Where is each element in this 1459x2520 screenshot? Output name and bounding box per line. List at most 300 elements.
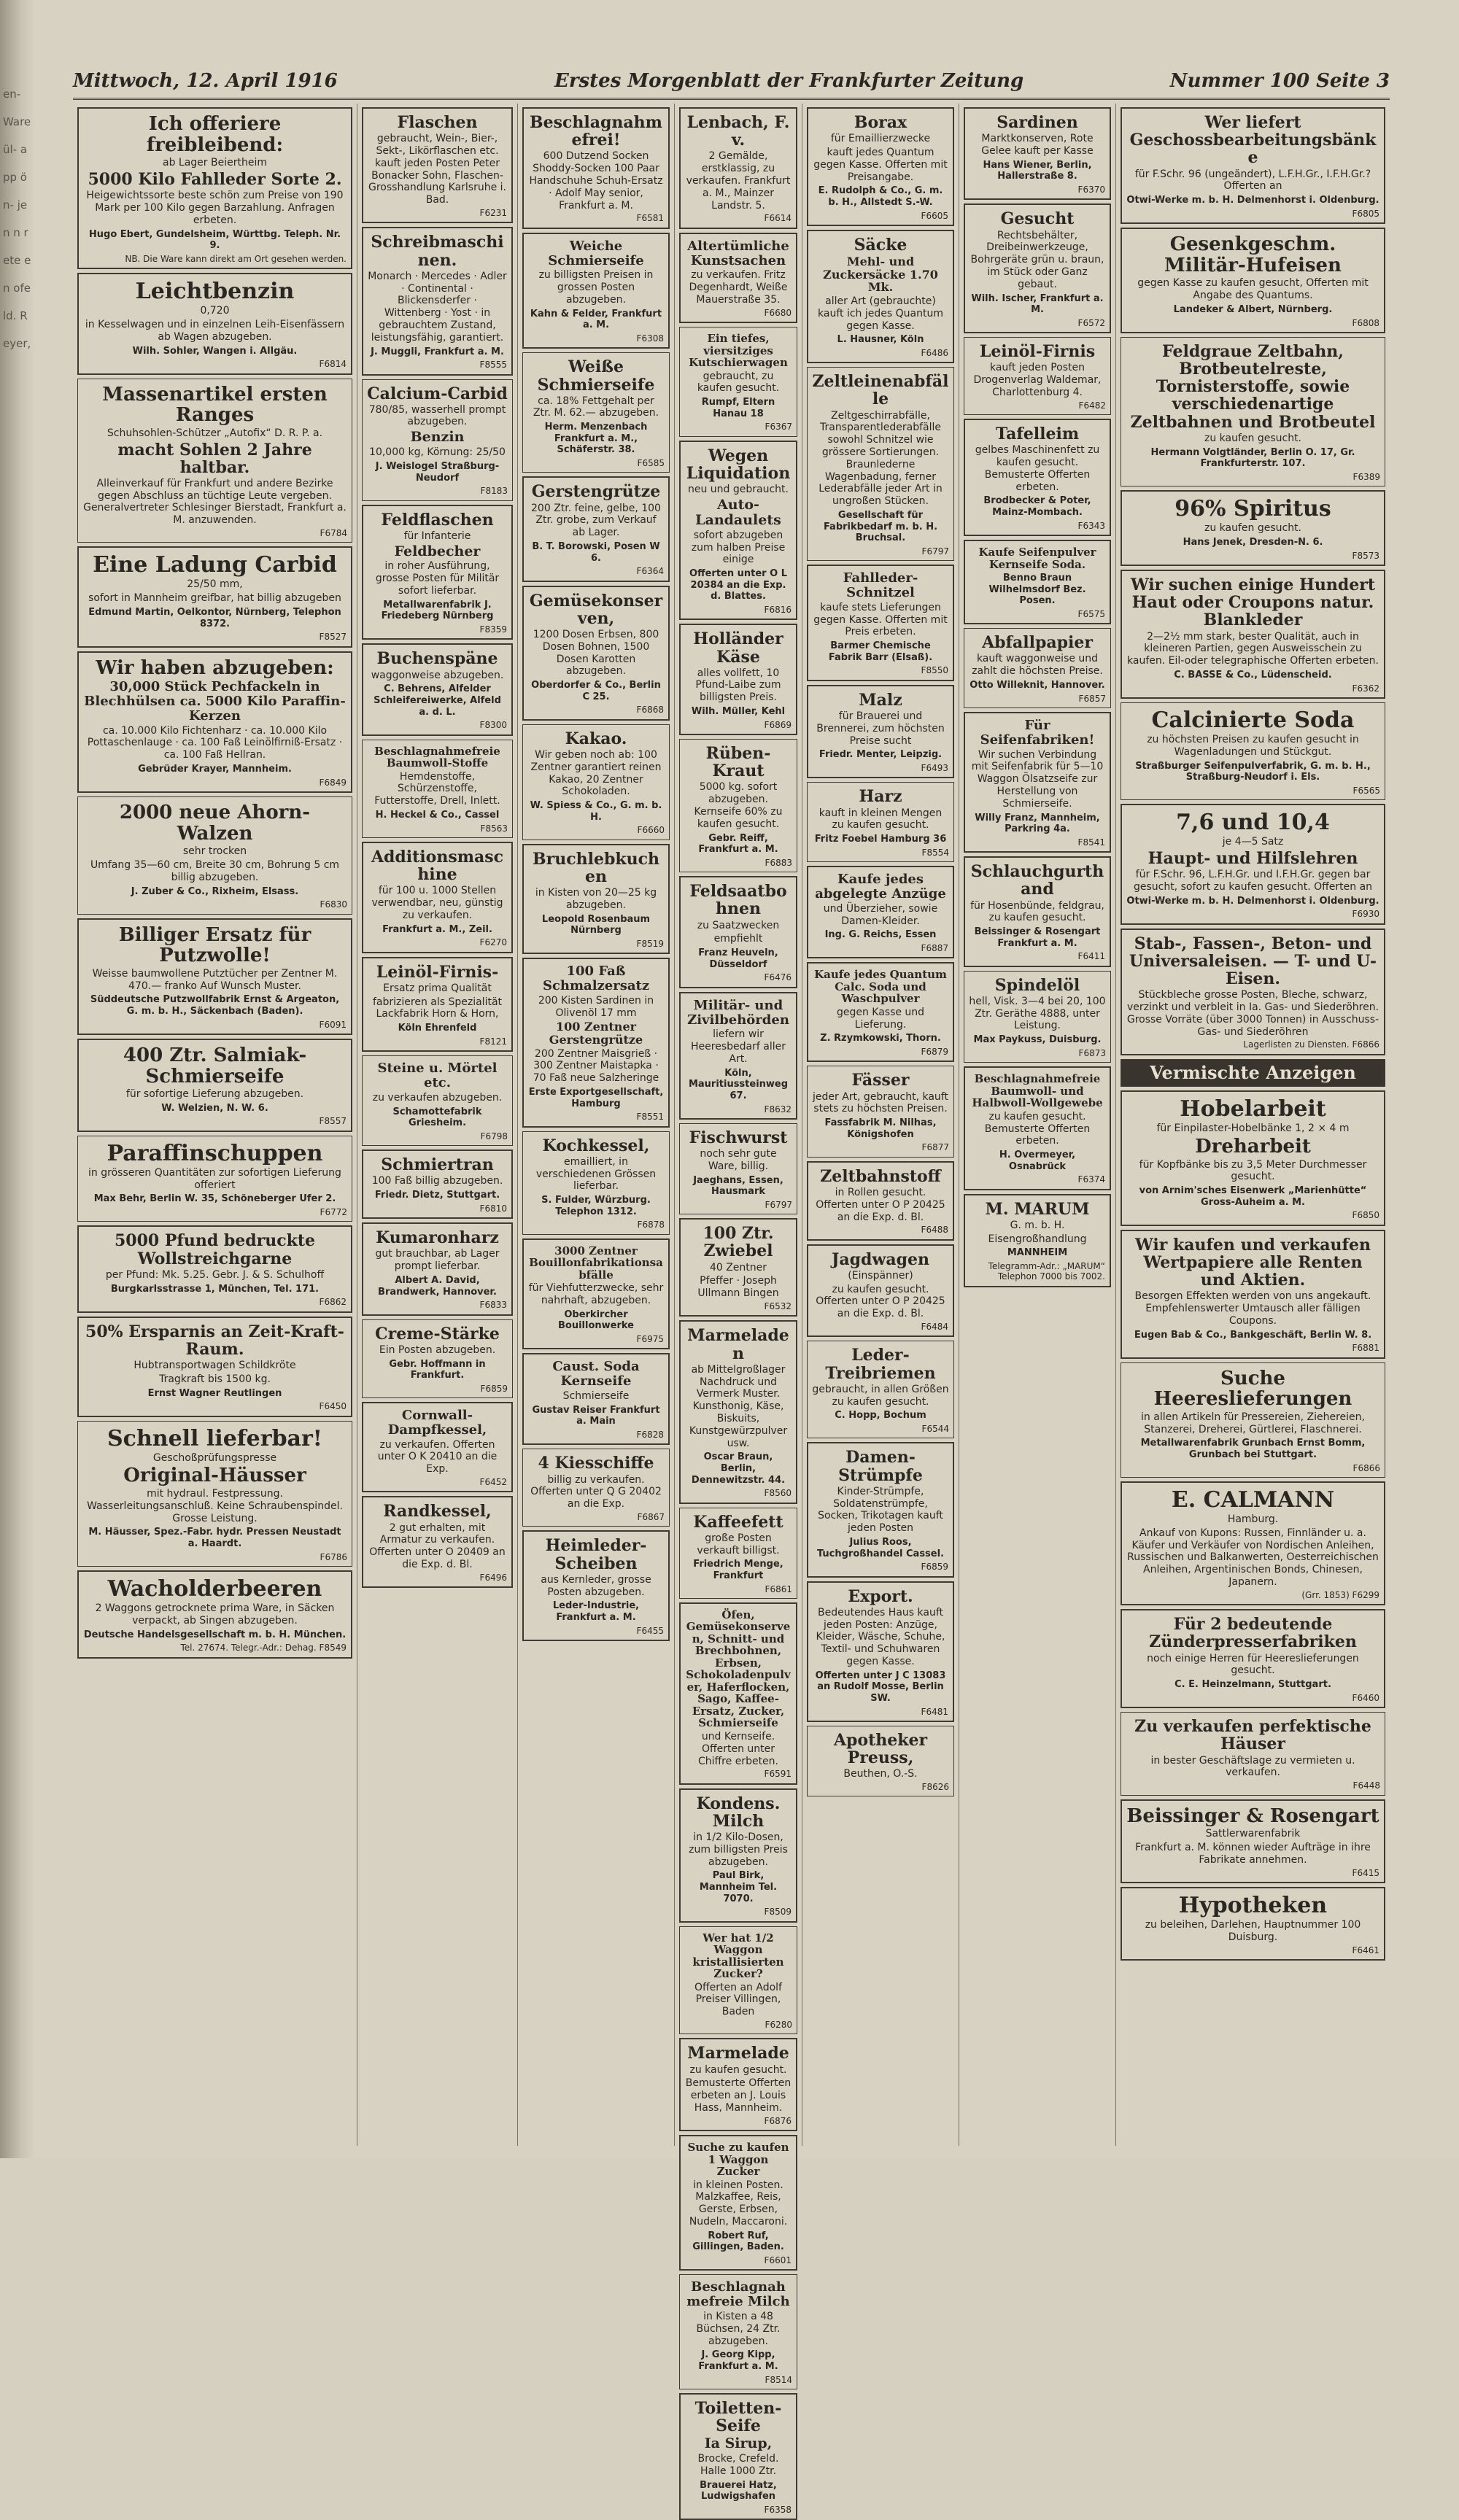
ad-headline: Damen-Strümpfe	[838, 1448, 923, 1485]
ad-reference-code: F6601	[764, 2255, 792, 2266]
advertisement	[1121, 490, 1385, 566]
advertisement	[679, 441, 797, 621]
ad-subline: 25/50 mm,	[187, 578, 243, 591]
ad-advertiser: Offerten unter J C 13083 an Rudolf Mosse, Berlin SW.	[815, 1670, 946, 1704]
ad-display-line: Dreharbeit	[1195, 1136, 1311, 1158]
ad-reference-code: Lagerlisten zu Diensten. F6866	[1243, 1039, 1379, 1050]
advertisement	[679, 233, 797, 323]
ad-body-text: zu kaufen gesucht. Offerten unter O P 20425 an die Exp. d. Bl.	[816, 1283, 945, 1320]
ad-advertiser: W. Welzien, N. W. 6.	[161, 1102, 268, 1114]
ad-body-text: Beuthen, O.-S.	[843, 1768, 918, 1780]
ad-reference-code: F6358	[764, 2505, 792, 2516]
advertisement	[362, 740, 513, 838]
ad-reference-code: F6374	[1077, 1174, 1105, 1185]
advertisement	[362, 957, 513, 1052]
ad-advertiser: Albert A. David, Brandwerk, Hannover.	[378, 1274, 497, 1298]
advertisement	[77, 1317, 352, 1417]
ad-reference-code: F6876	[764, 2115, 792, 2126]
ad-headline: Gesucht	[1000, 209, 1075, 229]
ad-headline: Für Seifenfabriken!	[980, 717, 1095, 748]
ad-body-text: waggonweise abzugeben.	[371, 669, 504, 681]
ad-advertiser: MANNHEIM	[1007, 1247, 1068, 1259]
advertisement	[964, 628, 1111, 708]
ad-body-text: ca. 10.000 Kilo Fichtenharz · ca. 10.000 Kilo Pottaschenlauge · ca. 100 Faß Leinölfirniß-Ersatz · ca. 100 Faß Hellran.	[87, 724, 343, 761]
ad-column-7	[1116, 104, 1390, 2146]
ad-reference-code: F6572	[1077, 317, 1105, 328]
ad-reference-code: F6866	[1352, 1462, 1380, 1473]
ad-body-text: Weisse baumwollene Putztücher per Zentner M. 470.— franko Auf Wunsch Muster.	[92, 967, 338, 992]
ad-advertiser: Fritz Foebel Hamburg 36	[814, 834, 947, 845]
ad-advertiser: C. BASSE & Co., Lüdenscheid.	[1174, 669, 1332, 681]
ad-advertiser: Erste Exportgesellschaft, Hamburg	[528, 1087, 664, 1109]
ad-body-text: Wir geben noch ab: 100 Zentner garantiert reinen Kakao, 20 Zentner Schokoladen.	[530, 748, 662, 798]
ad-advertiser: W. Spiess & Co., G. m. b. H.	[530, 800, 662, 823]
advertisement	[964, 107, 1111, 200]
ad-body-text: 200 Ztr. feine, gelbe, 100 Ztr. grobe, zum Verkauf ab Lager.	[531, 502, 661, 539]
ad-body-text: 2 Gemälde, erstklassig, zu verkaufen. Frankfurt a. M., Mainzer Landstr. 5.	[686, 150, 791, 212]
ad-advertiser: Wilh. Ischer, Frankfurt a. M.	[971, 292, 1104, 316]
ad-body-text: Besorgen Effekten werden von uns angekauft. Empfehlenswerter Umtausch aller fälligen Coupons.	[1134, 1290, 1371, 1327]
ad-reference-code: F6411	[1077, 951, 1105, 962]
ad-headline: Malz	[859, 690, 902, 710]
ad-subline: Schuhsohlen-Schützer „Autofix“ D. R. P. a.	[107, 427, 323, 439]
ad-advertiser: Otto Willeknit, Hannover.	[970, 679, 1105, 691]
ad-reference-code: Tel. 27674. Telegr.-Adr.: Dehag. F8549	[180, 1643, 347, 1653]
ad-reference-code: F8509	[764, 1907, 792, 1918]
ad-subline: zu Saatzwecken	[697, 919, 780, 931]
ad-headline: Schmiertran	[381, 1155, 494, 1175]
ad-reference-code: F6833	[479, 1300, 507, 1311]
ad-reference-code: F6879	[921, 1046, 948, 1057]
advertisement	[964, 971, 1111, 1063]
ad-advertiser: Brauerei Hatz, Ludwigshafen	[700, 2479, 777, 2502]
ad-body-text: sofort abzugeben zum halben Preise einige	[691, 529, 786, 566]
ad-advertiser: J. Georg Kipp, Frankfurt a. M.	[698, 2349, 778, 2373]
ad-body-text: Bemusterte Offerten erbeten an J. Louis Hass, Mannheim.	[685, 2077, 792, 2114]
ad-subline: für Infanterie	[403, 530, 471, 542]
ad-body-text: zu höchsten Preisen zu kaufen gesucht in Wagenladungen und Stückgut.	[1147, 733, 1359, 758]
ad-advertiser: H. Overmeyer, Osnabrück	[999, 1149, 1076, 1172]
ad-reference-code: F6581	[636, 213, 664, 224]
ad-column-6	[959, 104, 1116, 2146]
ad-body-text: zu verkaufen abzugeben.	[372, 1091, 503, 1104]
ad-advertiser: Paul Birk, Mannheim Tel. 7070.	[699, 1870, 778, 1904]
ad-body-text: Monarch · Mercedes · Adler · Continental · Blickensderfer · Wittenberg · Yost · in gebrauchtem Zustand, leistungsfähig, garantiert.	[368, 270, 507, 344]
ad-body-text: zu verkaufen. Offerten unter O K 20410 an die Exp.	[377, 1438, 498, 1476]
ad-body-text: Hemdenstoffe, Schürzenstoffe, Futterstoffe, Drell, Inlett.	[374, 770, 500, 807]
ad-body-text: zu billigsten Preisen in grossen Posten abzugeben.	[538, 269, 654, 306]
ad-headline: Tafelleim	[995, 424, 1080, 444]
advertisement	[964, 540, 1111, 624]
ad-reference-code: F6930	[1352, 909, 1379, 920]
ad-reference-code: F8563	[480, 823, 508, 834]
advertisement	[522, 586, 670, 721]
ad-reference-code: F6975	[636, 1334, 664, 1345]
ad-headline: Militär- und Zivilbehörden	[687, 997, 789, 1028]
ad-body-text: in Kesselwagen und in einzelnen Leih-Eisenfässern ab Wagen abzugeben.	[85, 318, 345, 343]
ad-reference-code: F6680	[764, 307, 792, 318]
ad-subline: G. m. b. H.	[1010, 1219, 1065, 1231]
ad-advertiser: Süddeutsche Putzwollfabrik Ernst & Argeaton, G. m. b. H., Säckenbach (Baden).	[90, 994, 340, 1017]
ad-advertiser: Robert Ruf, Gillingen, Baden.	[692, 2230, 784, 2253]
ad-body-text: in Rollen gesucht. Offerten unter O P 20425 an die Exp. d. Bl.	[816, 1186, 945, 1223]
ad-advertiser: Gebr. Reiff, Frankfurt a. M.	[698, 832, 778, 856]
ad-reference-code: F6614	[764, 213, 792, 224]
ad-body-text: gegen Kasse und Lieferung.	[836, 1006, 925, 1031]
advertisement	[522, 844, 670, 955]
ad-headline: Weiße Schmierseife	[537, 357, 655, 395]
ad-body-text: Zeltgeschirrabfälle, Transparentlederabfälle sowohl Schnitzel wie grössere Sortierungen. Braunlederne Wagenbadung, ferner Lederabfälle jeder Art in ungroßen Stücken.	[818, 409, 943, 508]
ad-subline: Hubtransportwagen Schildkröte	[133, 1359, 296, 1371]
ad-subline: für Einpilaster-Hobelbänke 1, 2 × 4 m	[1156, 1123, 1350, 1135]
ad-headline: Altertümliche Kunstsachen	[687, 238, 789, 268]
advertisement	[679, 1320, 797, 1503]
ad-reference-code: F6861	[765, 1583, 792, 1594]
ad-headline: Toiletten-Seife	[694, 2399, 782, 2436]
ad-headline: Schreibmaschinen.	[371, 233, 504, 270]
ad-headline: Feldgraue Zeltbahn, Brotbeutelreste, Tornisterstoffe, sowie verschiedenartige Zeltbahnen und Brotbeutel	[1130, 341, 1376, 432]
ad-reference-code: F6850	[1352, 1210, 1379, 1221]
advertisement	[362, 1055, 513, 1146]
ad-body-text: noch sehr gute Ware, billig.	[700, 1148, 777, 1172]
advertisement	[522, 1131, 670, 1235]
ad-body-text: in allen Artikeln für Pressereien, Ziehereien, Stanzerei, Dreherei, Gürtlerei, Flaschnerei.	[1141, 1411, 1365, 1435]
ad-reference-code: F6389	[1352, 471, 1380, 482]
ad-reference-code: F6810	[479, 1203, 507, 1214]
ad-advertiser: E. Rudolph & Co., G. m. b. H., Allstedt S.-W.	[818, 185, 943, 208]
masthead	[73, 69, 1390, 100]
ad-reference-code: F8527	[319, 632, 347, 643]
ad-headline: 3000 Zentner Bouillonfabrikationsabfälle	[529, 1244, 663, 1282]
ad-headline: Schlauchgurthand	[970, 862, 1104, 899]
masthead-date: Mittwoch, 12. April 1916	[73, 70, 338, 92]
ad-advertiser: Fassfabrik M. Nilhas, Königshofen	[824, 1117, 937, 1140]
ad-headline: Weiche Schmierseife	[548, 238, 644, 268]
ad-body-text: 600 Dutzend Socken Shoddy-Socken 100 Paar Handschuhe Schuh-Ersatz · Adolf May senior, Frankfurt a. M.	[529, 150, 663, 212]
ad-reference-code: F8632	[764, 1104, 792, 1114]
ad-headline: Beschlagnahmefrei!	[530, 113, 662, 150]
advertisement	[362, 505, 513, 640]
ad-reference-code: F6867	[637, 1511, 665, 1522]
ad-subline: ab Lager Beiertheim	[163, 157, 267, 169]
ad-body-text: gut brauchbar, ab Lager prompt lieferbar.	[375, 1248, 500, 1273]
ad-reference-code: F6857	[1078, 693, 1106, 704]
ad-reference-code: F6798	[480, 1131, 508, 1141]
ad-reference-code: F6364	[636, 566, 664, 577]
advertisement	[77, 273, 352, 374]
advertisement	[964, 419, 1111, 536]
ad-headline: Lenbach, F. v.	[686, 113, 790, 150]
ad-advertiser: Ernst Wagner Reutlingen	[147, 1387, 282, 1399]
ad-headline: Stab-, Fassen-, Beton- und Universaleisen. — T- und U-Eisen.	[1129, 934, 1377, 989]
ad-body-text: ca. 18% Fettgehalt per Ztr. M. 62.— abzugeben.	[533, 395, 659, 419]
ad-headline: Leichtbenzin	[135, 279, 295, 305]
ad-display-line: 5000 Kilo Fahlleder Sorte 2.	[88, 169, 342, 189]
advertisement	[362, 379, 513, 501]
ad-headline: Sardinen	[996, 113, 1078, 132]
ad-body-text: Eisengroßhandlung	[988, 1233, 1087, 1245]
ad-advertiser: M. Häusser, Spez.-Fabr. hydr. Pressen Neustadt a. Haardt.	[88, 1527, 341, 1549]
ad-subline: Sattlerwarenfabrik	[1205, 1828, 1301, 1840]
ad-advertiser: Köln Ehrenfeld	[398, 1023, 477, 1034]
ad-advertiser: J. Weislogel Straßburg-Neudorf	[375, 460, 500, 484]
advertisement	[1121, 337, 1385, 486]
ad-reference-code: F6859	[480, 1383, 508, 1394]
advertisement	[1121, 1887, 1385, 1961]
ad-headline: Öfen, Gemüsekonserven, Schnitt- und Brechbohnen, Erbsen, Schokoladenpulver, Haferflocken, Sago, Kaffee-Ersatz, Zucker, Schmierseife	[686, 1608, 791, 1730]
ad-advertiser: Offerten unter O L 20384 an die Exp. d. Blattes.	[689, 568, 787, 602]
advertisement	[77, 796, 352, 915]
ad-body-text: Ein Posten abzugeben.	[379, 1344, 496, 1356]
ad-reference-code: F6486	[921, 347, 948, 358]
ad-headline: Abfallpapier	[982, 633, 1093, 653]
ad-advertiser: B. T. Borowski, Posen W 6.	[532, 541, 660, 564]
ad-headline: Kakao.	[565, 729, 627, 748]
advertisement	[964, 1194, 1111, 1287]
ad-reference-code: F6493	[921, 762, 948, 773]
ad-headline: Ein tiefes, viersitziges Kutschierwagen	[689, 332, 788, 370]
ad-reference-code: F6862	[319, 1297, 347, 1308]
ad-headline: 50% Ersparnis an Zeit-Kraft-Raum.	[85, 1322, 344, 1359]
ad-reference-code: F8541	[1077, 837, 1105, 848]
advertisement	[679, 1123, 797, 1214]
advertisement	[362, 1319, 513, 1399]
ad-body-text: Stückbleche grosse Posten, Bleche, schwarz, verzinkt und verbleit in Ia. Gas- und Siederöhren. Grosse Vorräte (über 3000 Tonnen) in Ausschuss-Gas- und Siederöhren	[1126, 989, 1379, 1038]
ad-headline: Harz	[859, 787, 902, 807]
ad-advertiser: Hans Jenek, Dresden-N. 6.	[1183, 537, 1323, 548]
ad-advertiser: Max Paykuss, Duisburg.	[973, 1034, 1102, 1046]
ad-advertiser: Beissinger & Rosengart Frankfurt a. M.	[974, 926, 1101, 949]
ad-advertiser: C. Behrens, Alfelder Schleifereiwerke, Alfeld a. d. L.	[374, 683, 501, 718]
ad-headline: Hypotheken	[1178, 1892, 1328, 1918]
masthead-page-number: Nummer 100 Seite 3	[1169, 70, 1390, 92]
ad-display-line: 30,000 Stück Pechfackeln in Blechhülsen ca. 5000 Kilo Paraffin-Kerzen	[84, 679, 346, 724]
ad-reference-code: F6343	[1077, 520, 1105, 531]
ad-headline: Beschlagnahmefreie Milch	[686, 2279, 790, 2310]
ad-body-text: ab Mittelgroßlager Nachdruck und Vermerk Muster. Kunsthonig, Käse, Biskuits, Kunstgewürzpulver usw.	[689, 1363, 788, 1449]
ad-body-text: 2—2½ mm stark, bester Qualität, auch in kleineren Partien, gegen Ausweisschein zu kaufen. Eil-oder telegraphische Offerten erbeten.	[1127, 630, 1379, 667]
ad-headline: Fahlleder-Schnitzel	[843, 570, 918, 601]
ad-reference-code: F8555	[479, 360, 507, 371]
ad-reference-code: F6660	[637, 825, 665, 836]
ad-headline: E. CALMANN	[1171, 1487, 1335, 1513]
advertisement	[362, 227, 513, 375]
advertisement	[362, 842, 513, 953]
ad-headline: Borax	[854, 113, 907, 132]
ad-advertiser: Julius Roos, Tuchgroßhandel Cassel.	[816, 1536, 945, 1559]
ad-headline: Kaufe jedes Quantum Calc. Soda und Waschpulver	[814, 968, 947, 1006]
ad-reference-code: (Grr. 1853) F6299	[1301, 1589, 1379, 1600]
ad-reference-code: F6532	[764, 1301, 792, 1312]
ad-reference-code: F6496	[479, 1572, 507, 1583]
ad-reference-code: F6460	[1352, 1692, 1379, 1703]
ad-reference-code: NB. Die Ware kann direkt am Ort gesehen werden.	[125, 253, 347, 264]
ad-headline: Leinöl-Firnis-	[376, 962, 499, 982]
ad-reference-code: F8121	[479, 1036, 507, 1047]
ad-reference-code: F6575	[1077, 608, 1105, 619]
ad-reference-code: F6481	[921, 1706, 948, 1717]
ad-reference-code: F6878	[637, 1220, 665, 1230]
ad-reference-code: F6415	[1352, 1867, 1379, 1878]
ad-headline: 5000 Pfund bedruckte Wollstreichgarne	[114, 1231, 316, 1268]
ad-headline: Kondens. Milch	[696, 1794, 781, 1831]
advertisement	[522, 476, 670, 581]
ad-headline: 400 Ztr. Salmiak-Schmierseife	[123, 1044, 307, 1088]
ad-reference-code: F6455	[636, 1625, 664, 1636]
ad-advertiser: Metallwarenfabrik Grunbach Ernst Bomm, Grunbach bei Stuttgart.	[1140, 1438, 1366, 1461]
ad-advertiser: Friedr. Menter, Leipzig.	[818, 749, 943, 761]
ad-advertiser: Franz Heuveln, Düsseldorf	[698, 947, 778, 970]
ad-reference-code: F8554	[921, 847, 949, 858]
ad-reference-code: F6231	[479, 207, 507, 218]
ad-advertiser: Max Behr, Berlin W. 35, Schöneberger Ufer 2.	[93, 1193, 336, 1205]
ad-reference-code: F6270	[479, 937, 507, 948]
ad-body-text: Marktkonserven, Rote Gelee kauft per Kasse	[981, 133, 1094, 157]
advertisement	[77, 546, 352, 647]
ad-reference-code: F8573	[1352, 550, 1379, 561]
ad-reference-code: F6367	[765, 422, 792, 433]
ad-advertiser: von Arnim'sches Eisenwerk „Marienhütte“ Gross-Auheim a. M.	[1139, 1185, 1367, 1208]
ad-body-text: zu kaufen gesucht.	[1204, 432, 1302, 444]
ad-column-2	[357, 104, 518, 2146]
ad-advertiser: J. Zuber & Co., Rixheim, Elsass.	[131, 885, 299, 897]
ad-reference-code: F6868	[636, 705, 664, 716]
ad-advertiser: H. Heckel & Co., Cassel	[375, 809, 500, 821]
ad-headline: Kumaronharz	[376, 1228, 499, 1248]
ad-reference-code: F6883	[765, 857, 792, 868]
advertisement	[679, 992, 797, 1120]
ad-body-text: Tragkraft bis 1500 kg.	[159, 1373, 271, 1385]
ad-reference-code: F6484	[921, 1322, 948, 1333]
ad-headline: Spindelöl	[994, 975, 1080, 995]
ad-headline: Kaffeefett	[693, 1512, 783, 1532]
ad-subline: Hamburg.	[1227, 1513, 1279, 1526]
ad-advertiser: Gustav Reiser Frankfurt a. Main	[532, 1404, 660, 1427]
ad-subline: Geschoßprüfungspresse	[152, 1451, 277, 1464]
ad-headline: Leder-Treibriemen	[825, 1346, 936, 1383]
ad-body-text: gelbes Maschinenfett zu kaufen gesucht. Bemusterte Offerten erbeten.	[975, 444, 1100, 493]
ad-body-text: gebraucht, Wein-, Bier-, Sekt-, Likörflaschen etc. kauft jeden Posten Peter Bonacker Sohn, Flaschen-Grosshandlung Karlsruhe i. Bad.	[368, 133, 506, 206]
ad-headline: Säcke	[854, 235, 907, 255]
advertisement	[807, 1726, 954, 1797]
ad-reference-code: F8183	[480, 486, 508, 497]
advertisement	[807, 565, 954, 681]
ad-headline: Export.	[848, 1586, 913, 1606]
advertisement	[807, 1581, 954, 1722]
advertisement	[1121, 1712, 1385, 1795]
ad-body-text: gebraucht, zu kaufen gesucht.	[697, 370, 780, 395]
ad-headline: Leinöl-Firnis	[979, 342, 1096, 362]
ad-reference-code: Telegramm-Adr.: „MARUM“ Telephon 7000 bis 7002.	[988, 1261, 1105, 1282]
ad-reference-code: F6544	[921, 1424, 949, 1435]
ad-body-text: 1200 Dosen Erbsen, 800 Dosen Bohnen, 1500 Dosen Karotten abzugeben.	[533, 628, 659, 678]
ad-reference-code: F6772	[320, 1207, 347, 1218]
ad-headline: Marmeladen	[687, 1326, 789, 1363]
ad-reference-code: F8560	[764, 1488, 792, 1499]
advertisement	[807, 230, 954, 363]
advertisement	[1121, 1230, 1385, 1359]
ad-body-text: für F.Schr. 96, L.F.H.Gr. und I.F.H.Gr. gegen bar gesucht, sofort zu kaufen gesucht. Offerten an	[1133, 869, 1373, 893]
ad-advertiser: Edmund Martin, Oelkontor, Nürnberg, Telephon 8372.	[88, 607, 341, 629]
advertisement	[522, 724, 670, 840]
ad-body-text: und Überzieher, sowie Damen-Kleider.	[823, 902, 938, 927]
ad-body-text: fabrizieren als Spezialität Lackfabrik Horn & Horn,	[372, 996, 503, 1020]
advertisement	[1121, 1481, 1385, 1605]
ad-reference-code: F6448	[1352, 1780, 1380, 1791]
ad-headline: 100 Faß Schmalzersatz	[542, 964, 650, 994]
ad-reference-code: F6565	[1352, 785, 1380, 796]
ad-body-text: zu kaufen gesucht. Bemusterte Offerten erbeten.	[984, 1110, 1091, 1147]
adjacent-page-text: en- Ware ül- app ön- jen n rete en ofeld. R eyer,	[3, 88, 31, 350]
masthead-paper-name: Erstes Morgenblatt der Frankfurter Zeitung	[554, 70, 1024, 92]
ad-reference-code: F8359	[479, 624, 507, 635]
ad-body-text: jeder Art, gebraucht, kauft stets zu höchsten Preisen.	[813, 1090, 948, 1115]
ad-advertiser: Friedrich Menge, Frankfurt	[693, 1559, 783, 1581]
ad-body-text: Heigewichtssorte beste schön zum Preise von 190 Mark per 100 Kilo gegen Barzahlung. Anfragen erbeten.	[86, 190, 344, 226]
ad-body-text: liefern wir Heeresbedarf aller Art.	[691, 1028, 786, 1065]
ad-body-text: Kinder-Strümpfe, Soldatenstrümpfe, Socken, Trikotagen kauft jeden Posten	[818, 1485, 943, 1535]
ad-display-line: Mehl- und Zuckersäcke 1.70 Mk.	[823, 255, 938, 295]
ad-body-text: Bedeutendes Haus kauft jeden Posten: Anzüge, Kleider, Wäsche, Schuhe, Textil- und Schuhwaren gegen Kasse.	[816, 1606, 945, 1667]
advertisement	[362, 643, 513, 735]
ad-reference-code: F6887	[921, 942, 948, 953]
ad-body-text: Brocke, Crefeld. Halle 1000 Ztr.	[697, 2453, 779, 2478]
ad-body-text: empfiehlt	[713, 933, 763, 945]
ad-headline: Caust. Soda Kernseife	[552, 1359, 640, 1389]
ad-advertiser: C. E. Heinzelmann, Stuttgart.	[1174, 1679, 1331, 1691]
advertisement	[679, 1508, 797, 1599]
ad-headline: Gesenkgeschm. Militär-Hufeisen	[1164, 233, 1342, 276]
advertisement	[679, 1926, 797, 2035]
ad-headline: Gerstengrütze	[531, 482, 661, 502]
advertisement	[679, 327, 797, 437]
adjacent-page-edge	[0, 0, 35, 2158]
advertisement	[679, 2274, 797, 2389]
ad-headline: Jagdwagen	[832, 1249, 929, 1269]
ad-advertiser: Gebrüder Krayer, Mannheim.	[138, 764, 292, 775]
ad-body-text: für Kopfbänke bis zu 3,5 Meter Durchmesser gesucht.	[1139, 1158, 1367, 1183]
ad-advertiser: L. Hausner, Köln	[837, 334, 924, 346]
ad-headline: Eine Ladung Carbid	[93, 552, 337, 578]
advertisement	[679, 1218, 797, 1317]
advertisement	[679, 739, 797, 872]
ad-reference-code: F6488	[921, 1225, 948, 1236]
ad-advertiser: Leder-Industrie, Frankfurt a. M.	[552, 1600, 640, 1623]
ad-headline: 100 Ztr. Zwiebel	[703, 1224, 774, 1261]
ad-advertiser: Leopold Rosenbaum Nürnberg	[541, 913, 651, 937]
ad-advertiser: Straßburger Seifenpulverfabrik, G. m. b. H., Straßburg-Neudorf i. Els.	[1135, 760, 1371, 783]
advertisement	[522, 233, 670, 349]
ad-body-text: Alleinverkauf für Frankfurt und andere Bezirke gegen Abschluss an tüchtige Leute vergeben. Generalvertreter Schlesinger Bierstadt, Frankfurt a. M. anzuwenden.	[83, 477, 347, 527]
advertisement	[807, 1244, 954, 1338]
ad-reference-code: F6877	[921, 1142, 949, 1153]
ad-advertiser: Landeker & Albert, Nürnberg.	[1173, 303, 1333, 315]
ad-reference-code: F6476	[764, 972, 792, 983]
ad-advertiser: Wilh. Müller, Kehl	[691, 706, 786, 718]
ad-headline: Wir haben abzugeben:	[96, 656, 334, 679]
advertisement	[679, 1602, 797, 1785]
ad-advertiser: Z. Rzymkowski, Thorn.	[820, 1033, 941, 1044]
ad-body-text: per Pfund: Mk. 5.25. Gebr. J. & S. Schulhoff	[105, 1268, 325, 1281]
ad-subline: 40 Zentner	[709, 1261, 767, 1273]
ad-body-text: in kleinen Posten. Malzkaffee, Reis, Gerste, Erbsen, Nudeln, Maccaroni.	[689, 2179, 788, 2228]
ad-body-text: 2 gut erhalten, mit Armatur zu verkaufen. Offerten unter O 20409 an die Exp. d. Bl.	[369, 1521, 506, 1571]
advertisement	[807, 1066, 954, 1157]
ad-headline: Kochkessel,	[542, 1136, 650, 1155]
ad-headline: Cornwall-Dampfkessel,	[387, 1408, 487, 1438]
ad-advertiser: J. Muggli, Frankfurt a. M.	[371, 346, 504, 357]
advertisement	[77, 918, 352, 1035]
